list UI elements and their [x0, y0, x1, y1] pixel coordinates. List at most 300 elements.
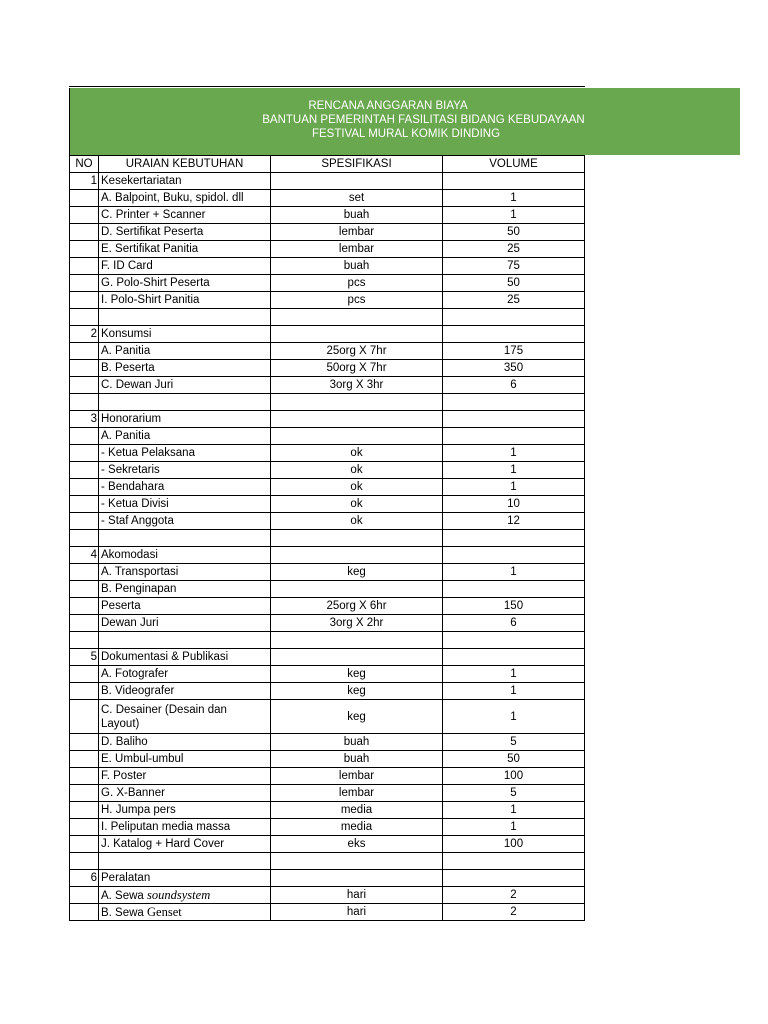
table-row — [70, 887, 585, 904]
cell-spesifikasi-text: ok — [350, 498, 363, 510]
cell-no — [70, 241, 99, 258]
cell-volume-text: 5 — [510, 787, 517, 799]
cell-spesifikasi-text: keg — [347, 710, 366, 723]
cell-uraian-text: A. Balpoint, Buku, spidol. dll — [101, 192, 244, 204]
cell-spesifikasi — [271, 292, 443, 309]
cell-uraian-text: C. Printer + Scanner — [101, 209, 206, 221]
cell-volume-text: 1 — [510, 464, 517, 476]
table-row — [70, 394, 585, 411]
table-row — [70, 411, 585, 428]
cell-volume — [443, 700, 585, 734]
cell-uraian — [99, 190, 271, 207]
cell-uraian-text: Honorarium — [101, 413, 162, 425]
cell-uraian-text: A. Transportasi — [101, 566, 179, 578]
cell-spesifikasi — [271, 224, 443, 241]
cell-volume — [443, 802, 585, 819]
table-row — [70, 258, 585, 275]
cell-spesifikasi — [271, 666, 443, 683]
cell-uraian — [99, 496, 271, 513]
column-header-spesifikasi: SPESIFIKASI — [271, 156, 443, 173]
cell-uraian — [99, 836, 271, 853]
cell-uraian-extra-text: soundsystem — [147, 887, 211, 902]
cell-uraian — [99, 207, 271, 224]
table-header-row — [70, 156, 585, 173]
table-row — [70, 547, 585, 564]
table-row — [70, 326, 585, 343]
cell-spesifikasi — [271, 802, 443, 819]
cell-uraian — [99, 343, 271, 360]
cell-spesifikasi — [271, 819, 443, 836]
cell-no — [70, 751, 99, 768]
cell-uraian — [99, 292, 271, 309]
table-row — [70, 649, 585, 666]
table-row — [70, 207, 585, 224]
cell-no — [70, 904, 99, 921]
cell-spesifikasi-text: 25org X 7hr — [326, 345, 387, 357]
cell-spesifikasi-text: lembar — [338, 770, 375, 782]
table-row — [70, 445, 585, 462]
cell-uraian — [99, 309, 271, 326]
cell-volume — [443, 547, 585, 564]
cell-volume-text: 150 — [503, 600, 524, 612]
cell-spesifikasi-text: buah — [343, 753, 370, 765]
cell-spesifikasi — [271, 326, 443, 343]
cell-volume — [443, 751, 585, 768]
cell-no — [70, 547, 99, 564]
cell-uraian-text: E. Umbul-umbul — [101, 753, 184, 765]
cell-uraian — [99, 632, 271, 649]
cell-volume — [443, 479, 585, 496]
cell-spesifikasi-text: hari — [346, 906, 367, 918]
table-row — [70, 904, 585, 921]
cell-uraian-text: Konsumsi — [101, 328, 152, 340]
cell-no — [70, 853, 99, 870]
cell-uraian — [99, 802, 271, 819]
cell-uraian — [99, 173, 271, 190]
cell-spesifikasi — [271, 207, 443, 224]
cell-spesifikasi-text: ok — [350, 447, 363, 459]
cell-no-text: 1 — [90, 175, 97, 187]
budget-table — [69, 155, 585, 921]
cell-no — [70, 309, 99, 326]
cell-spesifikasi — [271, 870, 443, 887]
cell-spesifikasi — [271, 734, 443, 751]
cell-no — [70, 768, 99, 785]
cell-volume-text: 50 — [507, 753, 520, 765]
cell-volume-text: 100 — [503, 838, 524, 850]
cell-uraian-text: - Ketua Pelaksana — [101, 447, 195, 459]
cell-spesifikasi — [271, 496, 443, 513]
cell-spesifikasi-text: media — [340, 804, 373, 816]
cell-spesifikasi-text: keg — [347, 685, 366, 697]
cell-spesifikasi-text: ok — [350, 481, 363, 493]
cell-no — [70, 343, 99, 360]
cell-no — [70, 394, 99, 411]
cell-uraian — [99, 734, 271, 751]
cell-no — [70, 615, 99, 632]
table-row — [70, 360, 585, 377]
cell-spesifikasi — [271, 564, 443, 581]
cell-spesifikasi-text: hari — [346, 889, 367, 901]
cell-uraian-text: G. Polo-Shirt Peserta — [101, 277, 210, 289]
cell-no-text: 2 — [90, 328, 97, 340]
cell-volume-text: 12 — [507, 515, 520, 527]
cell-volume — [443, 411, 585, 428]
cell-volume — [443, 649, 585, 666]
cell-spesifikasi — [271, 394, 443, 411]
title-line-3: FESTIVAL MURAL KOMIK DINDING — [311, 128, 501, 140]
cell-spesifikasi — [271, 258, 443, 275]
table-row — [70, 224, 585, 241]
cell-uraian — [99, 853, 271, 870]
cell-spesifikasi-text: keg — [347, 668, 366, 680]
table-row — [70, 241, 585, 258]
table-row — [70, 615, 585, 632]
cell-no — [70, 428, 99, 445]
cell-spesifikasi-text: lembar — [338, 787, 375, 799]
cell-uraian — [99, 870, 271, 887]
cell-uraian-text: J. Katalog + Hard Cover — [101, 838, 225, 850]
cell-spesifikasi — [271, 360, 443, 377]
cell-volume — [443, 819, 585, 836]
cell-no — [70, 462, 99, 479]
cell-uraian — [99, 581, 271, 598]
cell-no — [70, 564, 99, 581]
cell-spesifikasi — [271, 632, 443, 649]
cell-volume-text: 6 — [510, 379, 517, 391]
table-row — [70, 819, 585, 836]
cell-spesifikasi — [271, 445, 443, 462]
cell-spesifikasi — [271, 479, 443, 496]
cell-volume-text: 1 — [510, 481, 517, 493]
cell-no-text: 3 — [90, 413, 97, 425]
cell-no — [70, 479, 99, 496]
cell-volume — [443, 241, 585, 258]
cell-volume-text: 1 — [510, 821, 517, 833]
cell-no — [70, 496, 99, 513]
cell-volume — [443, 853, 585, 870]
cell-uraian — [99, 394, 271, 411]
table-row — [70, 462, 585, 479]
cell-uraian — [99, 258, 271, 275]
cell-no-text: 6 — [90, 872, 97, 884]
cell-no — [70, 224, 99, 241]
cell-uraian-text: I. Polo-Shirt Panitia — [101, 294, 200, 306]
cell-volume — [443, 462, 585, 479]
cell-volume — [443, 445, 585, 462]
table-row — [70, 173, 585, 190]
cell-volume — [443, 615, 585, 632]
cell-uraian-text: A. Panitia — [101, 430, 151, 442]
cell-volume-text: 175 — [503, 345, 524, 357]
cell-volume — [443, 377, 585, 394]
cell-spesifikasi — [271, 683, 443, 700]
cell-no — [70, 326, 99, 343]
cell-no — [70, 785, 99, 802]
table-row — [70, 190, 585, 207]
cell-volume — [443, 683, 585, 700]
cell-spesifikasi — [271, 853, 443, 870]
cell-spesifikasi — [271, 343, 443, 360]
table-row — [70, 734, 585, 751]
cell-spesifikasi-text: 25org X 6hr — [326, 600, 387, 612]
cell-volume — [443, 836, 585, 853]
cell-spesifikasi-text: pcs — [347, 277, 366, 289]
cell-uraian — [99, 700, 271, 734]
cell-no — [70, 734, 99, 751]
cell-no — [70, 683, 99, 700]
cell-no — [70, 292, 99, 309]
cell-spesifikasi — [271, 615, 443, 632]
cell-uraian — [99, 530, 271, 547]
table-row — [70, 309, 585, 326]
title-line-1: RENCANA ANGGARAN BIAYA — [308, 100, 468, 112]
cell-spesifikasi-text: buah — [343, 209, 370, 221]
cell-uraian — [99, 275, 271, 292]
table-row — [70, 292, 585, 309]
cell-volume-text: 350 — [503, 362, 524, 374]
cell-uraian — [99, 598, 271, 615]
cell-uraian-text: E. Sertifikat Panitia — [101, 243, 199, 255]
cell-uraian — [99, 615, 271, 632]
cell-spesifikasi-text: ok — [350, 515, 363, 527]
cell-volume — [443, 258, 585, 275]
cell-volume — [443, 496, 585, 513]
cell-uraian-text: Dewan Juri — [101, 617, 159, 629]
cell-uraian-text: F. Poster — [101, 770, 147, 782]
cell-volume — [443, 275, 585, 292]
cell-spesifikasi — [271, 785, 443, 802]
cell-volume — [443, 207, 585, 224]
cell-volume — [443, 343, 585, 360]
table-row — [70, 666, 585, 683]
column-header-volume: VOLUME — [443, 156, 585, 173]
cell-volume — [443, 768, 585, 785]
cell-uraian-text: D. Baliho — [101, 736, 148, 748]
cell-no — [70, 581, 99, 598]
table-row — [70, 581, 585, 598]
cell-spesifikasi-text: ok — [350, 464, 363, 476]
cell-no — [70, 819, 99, 836]
cell-volume-text: 25 — [507, 294, 520, 306]
cell-volume-text: 50 — [507, 226, 520, 238]
cell-no — [70, 207, 99, 224]
cell-spesifikasi — [271, 241, 443, 258]
column-header-uraian: URAIAN KEBUTUHAN — [99, 156, 271, 173]
table-row — [70, 479, 585, 496]
cell-uraian — [99, 547, 271, 564]
cell-no-text: 5 — [90, 651, 97, 663]
cell-volume — [443, 785, 585, 802]
cell-uraian — [99, 751, 271, 768]
cell-uraian-text: Peralatan — [101, 872, 151, 884]
cell-volume-text: 6 — [510, 617, 517, 629]
cell-spesifikasi — [271, 462, 443, 479]
cell-spesifikasi — [271, 887, 443, 904]
title-banner — [69, 88, 740, 155]
cell-uraian-extra-text: Genset — [147, 904, 182, 919]
table-row — [70, 768, 585, 785]
cell-spesifikasi-text: 3org X 3hr — [329, 379, 384, 391]
cell-uraian — [99, 326, 271, 343]
cell-uraian-text: A. Panitia — [101, 345, 151, 357]
cell-uraian — [99, 887, 271, 904]
cell-no — [70, 275, 99, 292]
cell-volume — [443, 394, 585, 411]
cell-uraian-text: - Ketua Divisi — [101, 498, 169, 510]
cell-volume — [443, 173, 585, 190]
table-row — [70, 785, 585, 802]
cell-no — [70, 836, 99, 853]
cell-uraian-text: B. Sewa — [101, 906, 148, 919]
cell-volume — [443, 632, 585, 649]
cell-uraian-text: B. Videografer — [101, 685, 175, 697]
cell-spesifikasi-text: eks — [347, 838, 366, 850]
table-row — [70, 802, 585, 819]
table-row — [70, 530, 585, 547]
cell-no — [70, 666, 99, 683]
cell-uraian — [99, 360, 271, 377]
cell-spesifikasi — [271, 836, 443, 853]
cell-volume — [443, 870, 585, 887]
cell-volume-text: 2 — [510, 889, 517, 901]
cell-uraian-text: A. Fotografer — [101, 668, 169, 680]
table-row — [70, 751, 585, 768]
cell-volume — [443, 904, 585, 921]
cell-uraian — [99, 224, 271, 241]
cell-uraian — [99, 377, 271, 394]
cell-no — [70, 632, 99, 649]
cell-uraian-text: F. ID Card — [101, 260, 153, 272]
table-row — [70, 598, 585, 615]
cell-uraian-text: I. Peliputan media massa — [101, 821, 231, 833]
cell-no — [70, 377, 99, 394]
cell-spesifikasi — [271, 190, 443, 207]
cell-volume-text: 75 — [507, 260, 520, 272]
cell-volume-text: 50 — [507, 277, 520, 289]
cell-volume — [443, 734, 585, 751]
cell-no — [70, 360, 99, 377]
cell-volume — [443, 292, 585, 309]
cell-volume-text: 1 — [510, 192, 517, 204]
top-border-line — [69, 86, 585, 87]
cell-no — [70, 411, 99, 428]
cell-spesifikasi-text: buah — [343, 260, 370, 272]
cell-spesifikasi — [271, 530, 443, 547]
cell-no — [70, 513, 99, 530]
cell-uraian-text: B. Peserta — [101, 362, 155, 374]
cell-spesifikasi — [271, 428, 443, 445]
table-row — [70, 836, 585, 853]
cell-no — [70, 190, 99, 207]
cell-volume — [443, 887, 585, 904]
cell-uraian — [99, 683, 271, 700]
table-body — [70, 173, 585, 921]
cell-uraian — [99, 904, 271, 921]
title-line-2: BANTUAN PEMERINTAH FASILITASI BIDANG KEBUDAYAAN — [262, 114, 585, 126]
cell-uraian-text: Kesekertariatan — [101, 175, 182, 187]
cell-uraian-text: Dokumentasi & Publikasi — [101, 651, 229, 663]
cell-spesifikasi-text: media — [340, 821, 373, 833]
cell-volume — [443, 190, 585, 207]
cell-uraian — [99, 513, 271, 530]
table-row — [70, 683, 585, 700]
cell-volume — [443, 598, 585, 615]
cell-volume-text: 1 — [510, 209, 517, 221]
cell-volume-text: 1 — [510, 804, 517, 816]
table-row — [70, 870, 585, 887]
cell-uraian-text: H. Jumpa pers — [101, 804, 176, 816]
cell-uraian — [99, 649, 271, 666]
cell-volume — [443, 224, 585, 241]
cell-uraian-text: Peserta — [101, 600, 141, 612]
cell-uraian — [99, 241, 271, 258]
cell-volume — [443, 581, 585, 598]
cell-no — [70, 598, 99, 615]
cell-spesifikasi-text: buah — [343, 736, 370, 748]
table-row — [70, 564, 585, 581]
cell-volume-text: 25 — [507, 243, 520, 255]
cell-uraian — [99, 411, 271, 428]
cell-spesifikasi — [271, 309, 443, 326]
cell-uraian — [99, 819, 271, 836]
cell-uraian — [99, 479, 271, 496]
cell-spesifikasi-text: lembar — [338, 243, 375, 255]
cell-volume — [443, 428, 585, 445]
cell-volume-text: 1 — [510, 685, 517, 697]
cell-uraian-text: - Bendahara — [101, 481, 165, 493]
cell-volume-text: 1 — [510, 710, 517, 723]
cell-spesifikasi — [271, 513, 443, 530]
cell-uraian — [99, 428, 271, 445]
cell-spesifikasi — [271, 411, 443, 428]
cell-uraian — [99, 445, 271, 462]
cell-volume — [443, 309, 585, 326]
cell-spesifikasi-text: lembar — [338, 226, 375, 238]
cell-uraian — [99, 666, 271, 683]
cell-volume-text: 5 — [510, 736, 517, 748]
cell-no-text: 4 — [90, 549, 97, 561]
cell-spesifikasi-text: 3org X 2hr — [329, 617, 384, 629]
cell-spesifikasi — [271, 173, 443, 190]
cell-volume — [443, 326, 585, 343]
cell-uraian-text: C. Desainer (Desain dan Layout) — [101, 703, 227, 730]
cell-uraian-text: C. Dewan Juri — [101, 379, 174, 391]
cell-volume — [443, 360, 585, 377]
cell-volume — [443, 513, 585, 530]
table-row — [70, 700, 585, 734]
cell-uraian — [99, 785, 271, 802]
cell-spesifikasi — [271, 904, 443, 921]
table-row — [70, 496, 585, 513]
cell-uraian-text: A. Sewa — [101, 889, 148, 902]
cell-volume-text: 2 — [510, 906, 517, 918]
cell-volume-text: 10 — [507, 498, 520, 510]
cell-no — [70, 887, 99, 904]
cell-uraian-text: - Staf Anggota — [101, 515, 174, 527]
cell-volume-text: 1 — [510, 447, 517, 459]
cell-spesifikasi — [271, 751, 443, 768]
cell-spesifikasi — [271, 768, 443, 785]
cell-spesifikasi-text: set — [348, 192, 365, 204]
cell-no — [70, 530, 99, 547]
cell-uraian-text: G. X-Banner — [101, 787, 165, 799]
cell-spesifikasi — [271, 700, 443, 734]
cell-uraian — [99, 564, 271, 581]
cell-spesifikasi-text: keg — [347, 566, 366, 578]
cell-uraian-text: Akomodasi — [101, 549, 158, 561]
cell-volume-text: 1 — [510, 668, 517, 680]
